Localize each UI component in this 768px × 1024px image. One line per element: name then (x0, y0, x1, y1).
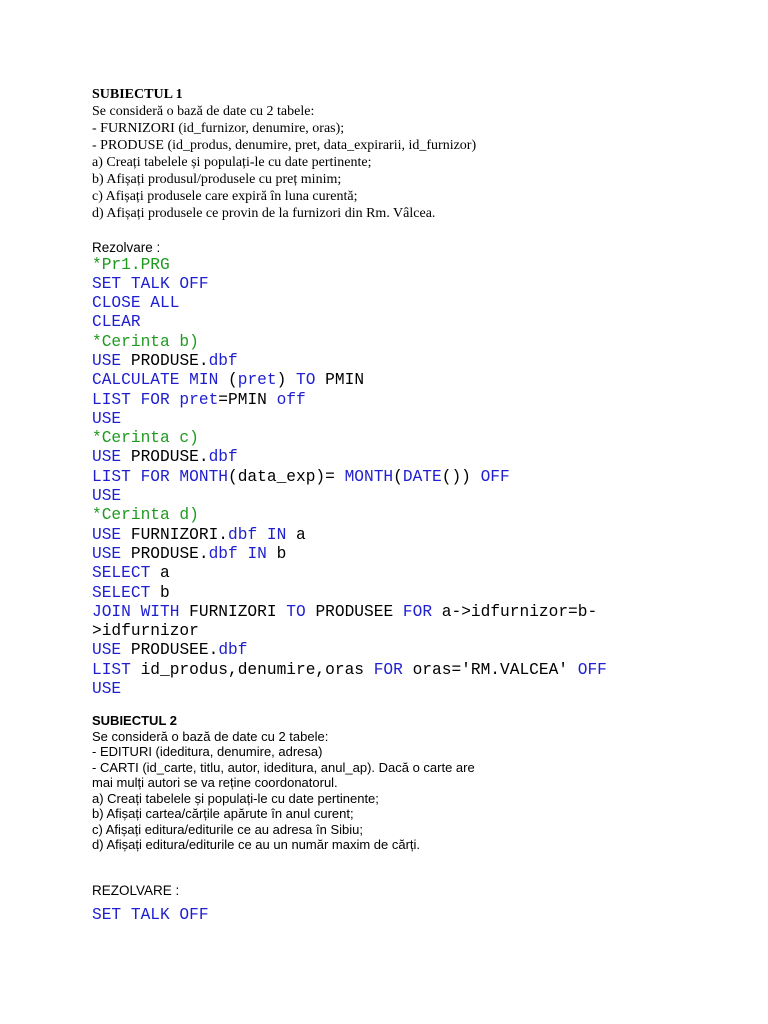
statement-line: b) Afișați produsul/produsele cu preț minim; (92, 172, 342, 187)
code-keyword: dbf IN (228, 525, 287, 544)
code-keyword: FOR (402, 602, 433, 621)
statement-line: a) Creați tabelele și populați-le cu date pertinente; (92, 790, 379, 806)
code-line (92, 584, 752, 603)
code-text: ( (218, 371, 238, 390)
code-line (92, 275, 752, 294)
subject1-statement (92, 103, 752, 222)
code-keyword: USE (92, 448, 122, 467)
code-keyword: USE (92, 487, 122, 506)
code-keyword: USE (92, 525, 122, 544)
code-keyword: MONTH (344, 467, 394, 486)
code-comment: *Cerinta d) (92, 506, 199, 525)
statement-line: c) Afișați produsele care expiră în luna curentă; (92, 189, 358, 204)
code-line (92, 313, 752, 332)
code-comment: *Cerinta c) (92, 429, 199, 448)
code-keyword: CALCULATE MIN (92, 371, 219, 390)
code-line (92, 545, 752, 564)
code-line (92, 333, 752, 352)
code-text: FURNIZORI (179, 602, 287, 621)
spacer (92, 898, 752, 906)
code-keyword: TO (296, 371, 316, 390)
statement-line: d) Afișați produsele ce provin de la furnizori din Rm. Vâlcea. (92, 206, 436, 221)
code-keyword: USE (92, 680, 122, 699)
code-text: oras='RM.VALCEA' (402, 660, 578, 679)
code-line (92, 294, 752, 313)
code-keyword: JOIN WITH (92, 602, 180, 621)
statement-line: b) Afișați cartea/cărțile apărute în anul curent; (92, 806, 354, 822)
code-comment: *Pr1.PRG (92, 255, 170, 274)
code-line (92, 429, 752, 448)
subject2-statement (92, 729, 752, 853)
code-keyword: pret (237, 371, 277, 390)
code-line (92, 256, 752, 275)
code-keyword: dbf IN (208, 544, 267, 563)
code-text: PRODUSE. (121, 448, 209, 467)
code-line (92, 661, 752, 680)
subject1-solution-label: Rezolvare : (92, 240, 161, 255)
spacer (92, 853, 752, 883)
code-keyword: SELECT (92, 564, 151, 583)
code-line (92, 352, 752, 371)
subject1-title: SUBIECTUL 1 (92, 87, 183, 102)
code-keyword: OFF (480, 467, 510, 486)
code-text: PRODUSEE. (121, 641, 219, 660)
code-keyword: FOR (373, 660, 403, 679)
code-keyword: SET TALK OFF (92, 274, 209, 293)
code-keyword: SELECT (92, 583, 151, 602)
subject2-title: SUBIECTUL 2 (92, 713, 177, 729)
code-keyword: USE (92, 641, 122, 660)
code-line (92, 487, 752, 506)
code-keyword: LIST (92, 660, 131, 679)
code-line (92, 603, 752, 622)
code-text: a (150, 564, 170, 583)
code-line (92, 506, 752, 525)
statement-line: Se consideră o bază de date cu 2 tabele: (92, 104, 315, 119)
subject1-code-block (92, 256, 752, 700)
code-line (92, 526, 752, 545)
code-text: PRODUSE. (121, 351, 209, 370)
code-line (92, 906, 752, 925)
spacer (92, 699, 752, 713)
code-keyword: dbf (208, 448, 238, 467)
code-keyword: USE (92, 409, 122, 428)
code-text: PRODUSEE (305, 602, 403, 621)
code-text: FURNIZORI. (121, 525, 229, 544)
code-text: a->idfurnizor=b- (432, 602, 598, 621)
code-text: b (266, 544, 287, 563)
code-line (92, 641, 752, 660)
code-text: =PMIN (218, 390, 277, 409)
code-comment: *Cerinta b) (92, 332, 199, 351)
code-line (92, 410, 752, 429)
code-keyword: LIST FOR pret (92, 390, 219, 409)
code-line (92, 564, 752, 583)
code-keyword: dbf (208, 351, 238, 370)
statement-line: - CARTI (id_carte, titlu, autor, ideditura, anul_ap). Dacă o carte are (92, 759, 475, 775)
code-keyword: SET TALK OFF (92, 906, 209, 925)
code-text: PRODUSE. (121, 544, 209, 563)
code-keyword: CLEAR (92, 313, 141, 332)
document-page (92, 86, 752, 926)
statement-line: Se consideră o bază de date cu 2 tabele: (92, 728, 329, 744)
statement-line: - PRODUSE (id_produs, denumire, pret, data_expirarii, id_furnizor) (92, 138, 477, 153)
code-keyword: off (276, 390, 306, 409)
statement-line: c) Afișați editura/editurile ce au adresa în Sibiu; (92, 821, 363, 837)
code-line (92, 468, 752, 487)
code-text: PMIN (315, 371, 365, 390)
code-keyword: OFF (577, 660, 607, 679)
code-text: ) (276, 371, 297, 390)
subject2-solution-label: REZOLVARE : (92, 882, 180, 898)
code-line (92, 680, 752, 699)
code-keyword: USE (92, 351, 122, 370)
code-keyword: TO (286, 602, 306, 621)
code-text: (data_exp)= (228, 467, 345, 486)
code-keyword: LIST FOR MONTH (92, 467, 228, 486)
code-line (92, 622, 752, 641)
statement-line: - FURNIZORI (id_furnizor, denumire, oras); (92, 121, 345, 136)
subject2-code-block (92, 906, 752, 925)
statement-line: d) Afișați editura/editurile ce au un număr maxim de cărți. (92, 837, 421, 853)
code-keyword: dbf (218, 641, 248, 660)
code-text: ( (393, 467, 403, 486)
code-line (92, 448, 752, 467)
code-keyword: USE (92, 544, 122, 563)
code-keyword: DATE (402, 467, 442, 486)
code-text: b (150, 583, 170, 602)
statement-line: - EDITURI (ideditura, denumire, adresa) (92, 744, 323, 760)
code-keyword: CLOSE ALL (92, 294, 180, 313)
code-text: a (286, 525, 306, 544)
code-line (92, 371, 752, 390)
code-line (92, 391, 752, 410)
statement-line: a) Creați tabelele și populați-le cu date pertinente; (92, 155, 372, 170)
code-text: id_produs,denumire,oras (130, 660, 374, 679)
code-text: ()) (441, 467, 481, 486)
statement-line: mai mulți autori se va reține coordonatorul. (92, 775, 338, 791)
code-text: >idfurnizor (92, 622, 199, 641)
spacer (92, 222, 752, 240)
